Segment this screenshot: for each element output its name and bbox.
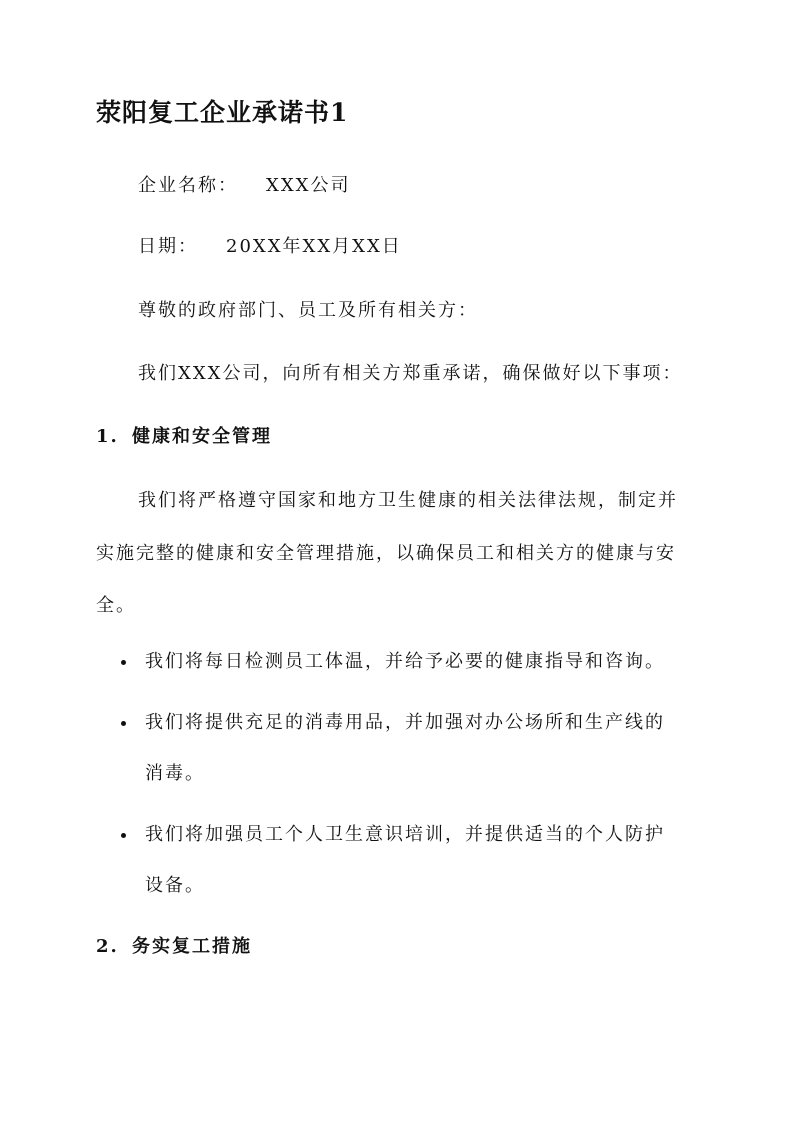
section-heading-1 <box>96 423 272 451</box>
salutation: 尊敬的政府部门、员工及所有相关方： <box>138 300 478 321</box>
paragraph-line: 我们将严格遵守国家和地方卫生健康的相关法律法规，制定并 <box>138 490 678 511</box>
date-line <box>138 233 402 261</box>
bullet-line: 我们将加强员工个人卫生意识培训，并提供适当的个人防护 <box>145 824 665 845</box>
paragraph-line: 实施完整的健康和安全管理措施，以确保员工和相关方的健康与安 <box>96 543 676 564</box>
document-title: 荥阳复工企业承诺书1 <box>96 98 349 127</box>
bullet-line: 消毒。 <box>145 763 205 784</box>
company-value: XXX公司 <box>266 175 351 196</box>
date-label: 日期： <box>138 236 198 257</box>
section-number: 2. <box>96 936 119 957</box>
bullet-icon <box>121 660 126 665</box>
bullet-icon <box>121 721 126 726</box>
section-title: 务实复工措施 <box>132 936 252 957</box>
company-label: 企业名称： <box>138 175 238 196</box>
paragraph-line: 全。 <box>96 595 136 616</box>
intro-paragraph: 我们XXX公司，向所有相关方郑重承诺，确保做好以下事项： <box>138 363 683 384</box>
section-title: 健康和安全管理 <box>132 426 272 447</box>
section-heading-2 <box>96 933 252 961</box>
section-number: 1. <box>96 426 119 447</box>
bullet-line: 设备。 <box>145 875 205 896</box>
bullet-line: 我们将提供充足的消毒用品，并加强对办公场所和生产线的 <box>145 712 665 733</box>
bullet-icon <box>121 833 126 838</box>
bullet-line: 我们将每日检测员工体温，并给予必要的健康指导和咨询。 <box>145 651 665 672</box>
company-line <box>138 172 350 200</box>
date-value: 20XX年XX月XX日 <box>226 236 402 257</box>
